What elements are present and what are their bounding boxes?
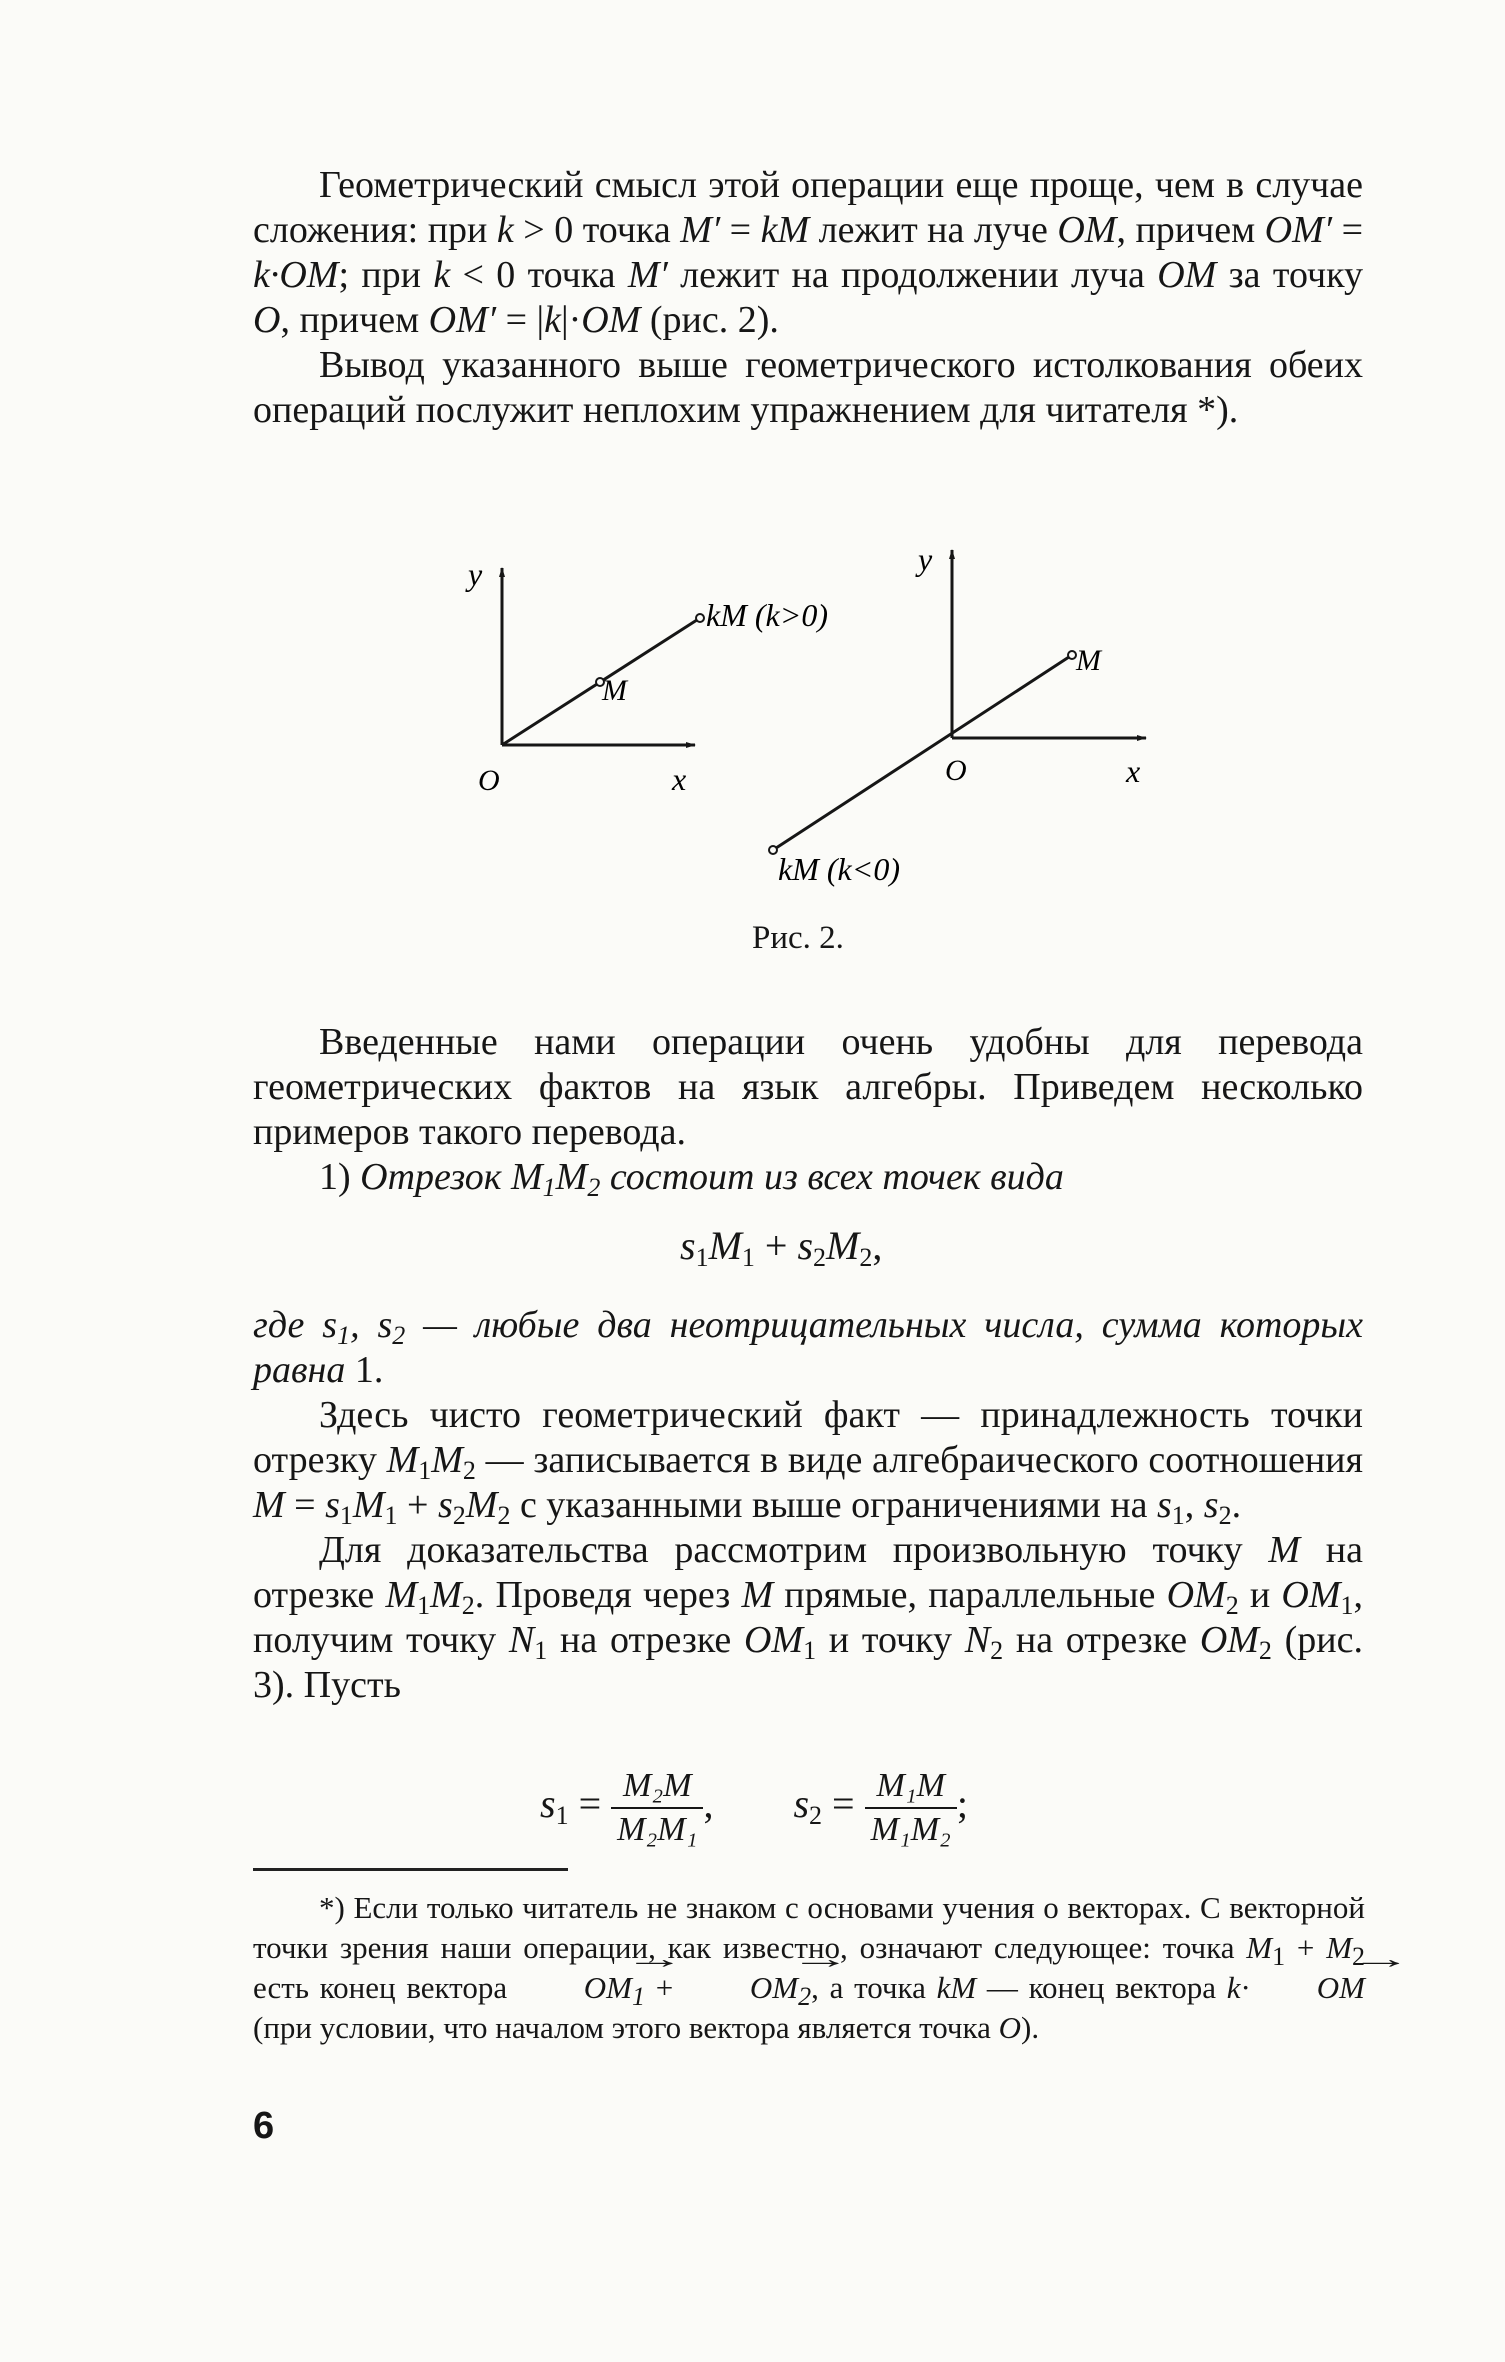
footnote (253, 1888, 1365, 2048)
paragraph-2-text: Вывод указанного выше геометрического истолкования обеих операций послужит неплохим упражнением для читателя *). (253, 344, 1363, 431)
fraction-s1: $\frac{\text{M₂M}}{\text{M₂M₁}}$ (611, 1765, 703, 1851)
paragraph-geometric-meaning (253, 163, 1363, 433)
km-label-right: kM (k<0) (778, 851, 900, 887)
figure-left-plot (465, 556, 828, 797)
paragraph-block-2 (253, 1303, 1363, 1708)
origin-label-right: O (945, 754, 967, 787)
point-km-left (696, 614, 704, 622)
paragraph-1-text: Геометрический смысл этой операции еще проще, чем в случае сложения: при k > 0 точка M′ = kM лежит на луче OM, причем OM′ = k·OM; при k < 0 точка M′ лежит на продолжении луча OM за точку O, причем OM′ = |k|·OM (рис. 2). (253, 164, 1363, 341)
x-label-left: x (672, 761, 687, 797)
line-through-origin-right (773, 655, 1072, 850)
y-label-left: y (468, 556, 483, 592)
figure-2 (440, 540, 1200, 900)
fraction-s2: $\frac{\text{M₁M}}{\text{M₁M₂}}$ (865, 1765, 957, 1851)
formula-s1-s2: $s_1$ = $\frac{\text{M₂M}}{\text{M₂M₁}}$ , $s_2$ = $\frac{\text{M₁M}}{\text{M₁M₂}}$ ; (540, 1765, 968, 1851)
footnote-divider (253, 1868, 568, 1871)
paragraph-operations (253, 1020, 1363, 1200)
formula-segment-points: $s_1M_1 + s_2M_2$, (680, 1223, 883, 1272)
point-m-right (1068, 651, 1076, 659)
paragraph-5-text: Здесь чисто геометрический факт — принадлежность точки отрезку $M_1M_2$ — записывается в виде алгебраического соотношения $M = s_1M_1 + s_2M_2$ с указанными выше ограничениями на $s_1$, $s_2$. (253, 1394, 1363, 1530)
paragraph-6-text: Для доказательства рассмотрим произвольную точку M на отрезке $M_1M_2$. Проведя через M прямые, параллельные $OM_2$ и $OM_1$, получим точку $N_1$ на отрезке $OM_1$ и точку $N_2$ на отрезке $OM_2$ (рис. 3). Пусть (253, 1529, 1364, 1706)
figure-caption: Рис. 2. (752, 920, 844, 956)
x-label-right: x (1126, 753, 1141, 789)
origin-label-left: O (478, 764, 500, 797)
page-number: 6 (253, 2105, 275, 2147)
km-label-left: kM (k>0) (706, 597, 828, 633)
footnote-text: *) Если только читатель не знаком с основами учения о векторах. С векторной точки зрения наши операции, как известно, означают следующее: точка $M_1 + M_2$ есть конец вектора → $OM_1$ + → $OM_2$, а точка kM — конец вектора k·→ OM (при условии, что началом этого вектора является точка O). (253, 1888, 1365, 2048)
m-label-right: M (1076, 644, 1101, 677)
point-km-right (769, 846, 777, 854)
figure-right-plot (769, 541, 1146, 887)
m-label-left: M (602, 674, 627, 707)
paragraph-4-text: где $s_1$, $s_2$ — любые два неотрицательных числа, сумма которых равна 1. (253, 1304, 1363, 1391)
item-1-text: 1) Отрезок $M_1M_2$ состоит из всех точек вида (319, 1156, 1064, 1202)
y-label-right: y (918, 541, 933, 577)
paragraph-3-text: Введенные нами операции очень удобны для перевода геометрических фактов на язык алгебры. Приведем несколько примеров такого перевода. (253, 1021, 1363, 1153)
